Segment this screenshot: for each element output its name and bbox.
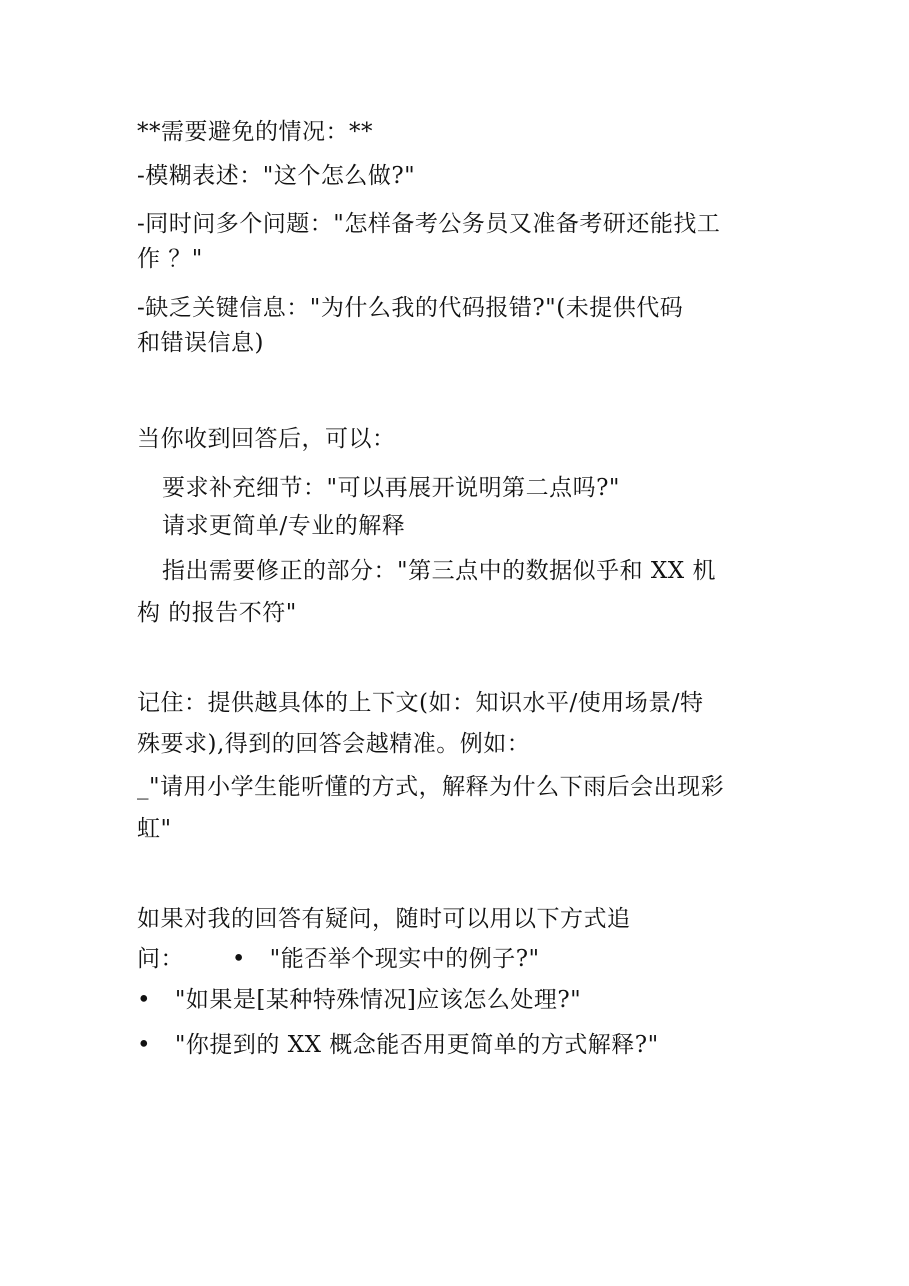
- remember-example: _"请用小学生能听懂的方式，解释为什么下雨后会出现彩: [137, 774, 725, 800]
- avoid-heading: **需要避免的情况：**: [137, 119, 373, 145]
- remember-line-2: 殊要求),得到的回答会越精准。例如：: [137, 731, 531, 757]
- followup-label: 问：: [137, 946, 184, 972]
- avoid-item-missing-info-cont: 和错误信息): [137, 330, 264, 356]
- remember-line-1: 记住：提供越具体的上下文(如：知识水平/使用场景/特: [137, 690, 704, 716]
- after-item-details: 要求补充细节："可以再展开说明第二点吗?": [162, 475, 620, 501]
- bullet-icon: •: [137, 987, 152, 1013]
- followup-bullet-special-case: [137, 985, 581, 1015]
- after-item-simpler: 请求更简单/专业的解释: [162, 513, 406, 539]
- after-intro: 当你收到回答后，可以：: [137, 426, 396, 452]
- avoid-item-multiple: -同时问多个问题："怎样备考公务员又准备考研还能找工: [137, 211, 721, 237]
- followup-line-2: [137, 944, 540, 974]
- followup-line-1: 如果对我的回答有疑问，随时可以用以下方式追: [137, 906, 631, 932]
- followup-bullet-simpler-text: "你提到的 XX 概念能否用更简单的方式解释?": [174, 1032, 659, 1058]
- bullet-icon: •: [137, 1032, 152, 1058]
- avoid-item-missing-info: -缺乏关键信息："为什么我的代码报错?"(未提供代码: [137, 295, 684, 321]
- avoid-item-multiple-cont: 作 ？": [137, 246, 203, 272]
- followup-bullet-simpler: [137, 1030, 659, 1060]
- after-item-correction: 指出需要修正的部分："第三点中的数据似乎和 XX 机: [162, 558, 716, 584]
- bullet-icon: •: [231, 946, 246, 972]
- avoid-item-vague: -模糊表述："这个怎么做?": [137, 163, 416, 189]
- followup-bullet-special-text: "如果是[某种特殊情况]应该怎么处理?": [174, 987, 582, 1013]
- after-item-correction-cont: 构 的报告不符": [137, 600, 297, 626]
- followup-bullet-example: "能否举个现实中的例子?": [269, 946, 540, 972]
- remember-example-cont: 虹": [137, 816, 172, 842]
